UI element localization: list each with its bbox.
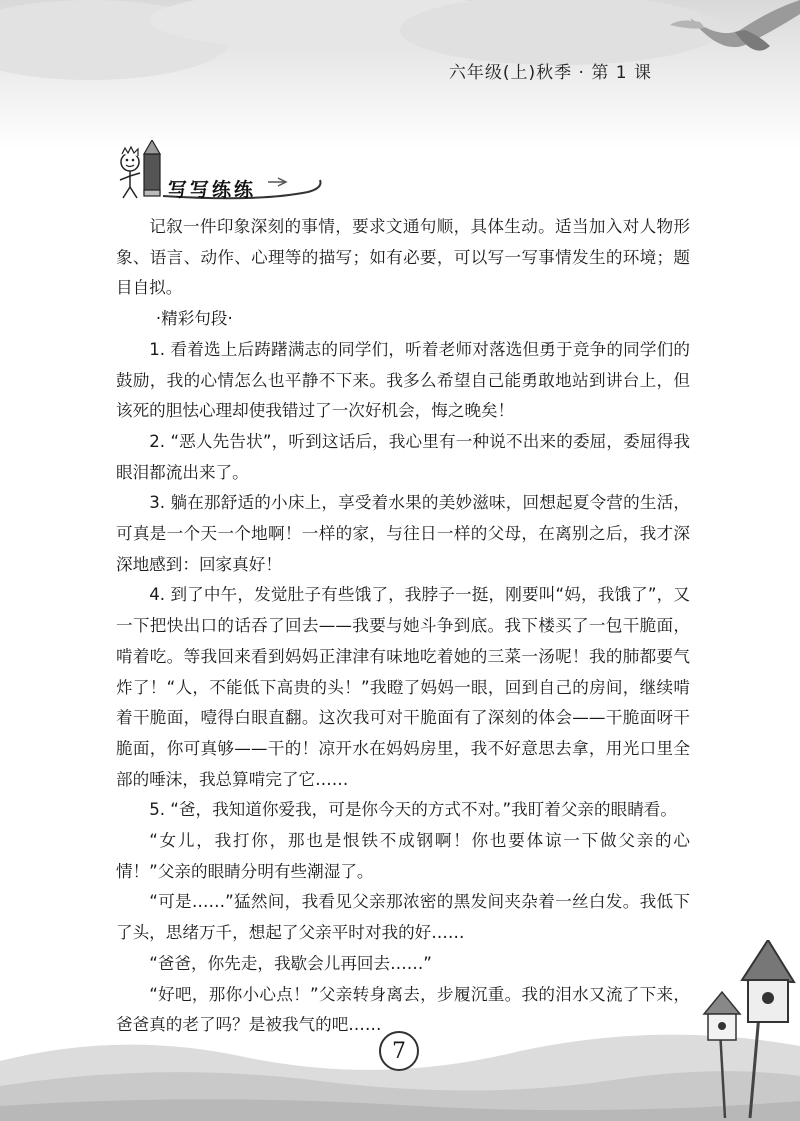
pencil-mascot-icon <box>120 140 160 198</box>
paragraph: “女儿，我打你，那也是恨铁不成钢啊！你也要体谅一下做父亲的心情！”父亲的眼睛分明有些潮湿了。 <box>116 831 690 881</box>
paragraph: 4. 到了中午，发觉肚子有些饿了，我脖子一挺，刚要叫“妈，我饿了”，又一下把快出口的话吞了回去——我要与她斗争到底。我下楼买了一包干脆面，啃着吃。等我回来看到妈妈正津津有味地吃着她的三菜一汤呢！我的肺都要气炸了！“人，不能低下高贵的头！”我瞪了妈妈一眼，回到自己的房间，继续啃着干脆面，噎得白眼直翻。这次我可对干脆面有了深刻的体会——干脆面呀干脆面，你可真够——干的！凉开水在妈妈房里，我不好意思去拿，用光口里全部的唾沫，我总算啃完了它…… <box>116 585 690 789</box>
paragraph: 2. “恶人先告状”，听到这话后，我心里有一种说不出来的委屈，委屈得我眼泪都流出来了。 <box>116 431 690 482</box>
section-title: 写写练练 <box>168 179 257 201</box>
page-number: 7 <box>379 1031 419 1071</box>
cloud-shape <box>400 0 720 65</box>
header-decoration <box>0 0 800 150</box>
paragraph: “好吧，那你小心点！”父亲转身离去，步履沉重。我的泪水又流了下来，爸爸真的老了吗？是被我气的吧…… <box>116 984 690 1035</box>
article-body <box>116 212 690 1041</box>
paragraph: 1. 看着选上后踌躇满志的同学们，听着老师对落选但勇于竞争的同学们的鼓励，我的心情怎么也平静不下来。我多么希望自己能勇敢地站到讲台上，但该死的胆怯心理却使我错过了一次好机会，悔之晚矣！ <box>116 339 690 421</box>
paragraph: 3. 躺在那舒适的小床上，享受着水果的美妙滋味，回想起夏令营的生活，可真是一个天一个地啊！一样的家，与往日一样的父母，在离别之后，我才深深地感到：回家真好！ <box>116 493 690 574</box>
writing-prompt: 记叙一件印象深刻的事情，要求文通句顺，具体生动。适当加入对人物形象、语言、动作、心理等的描写；如有必要，可以写一写事情发生的环境；题目自拟。 <box>116 217 690 298</box>
subheading: ·精彩句段· <box>155 309 233 329</box>
paragraph: 5. “爸，我知道你爱我，可是你今天的方式不对。”我盯着父亲的眼睛看。 <box>149 800 677 820</box>
paragraph: “可是……”猛然间，我看见父亲那浓密的黑发间夹杂着一丝白发。我低下了头，思绪万千，想起了父亲平时对我的好…… <box>116 892 690 943</box>
lesson-label: 六年级(上)秋季 · 第 1 课 <box>448 63 652 83</box>
birdhouse-icon <box>690 940 800 1120</box>
paragraph: “爸爸，你先走，我歇会儿再回去……” <box>149 953 432 973</box>
arrow-icon <box>268 178 286 186</box>
